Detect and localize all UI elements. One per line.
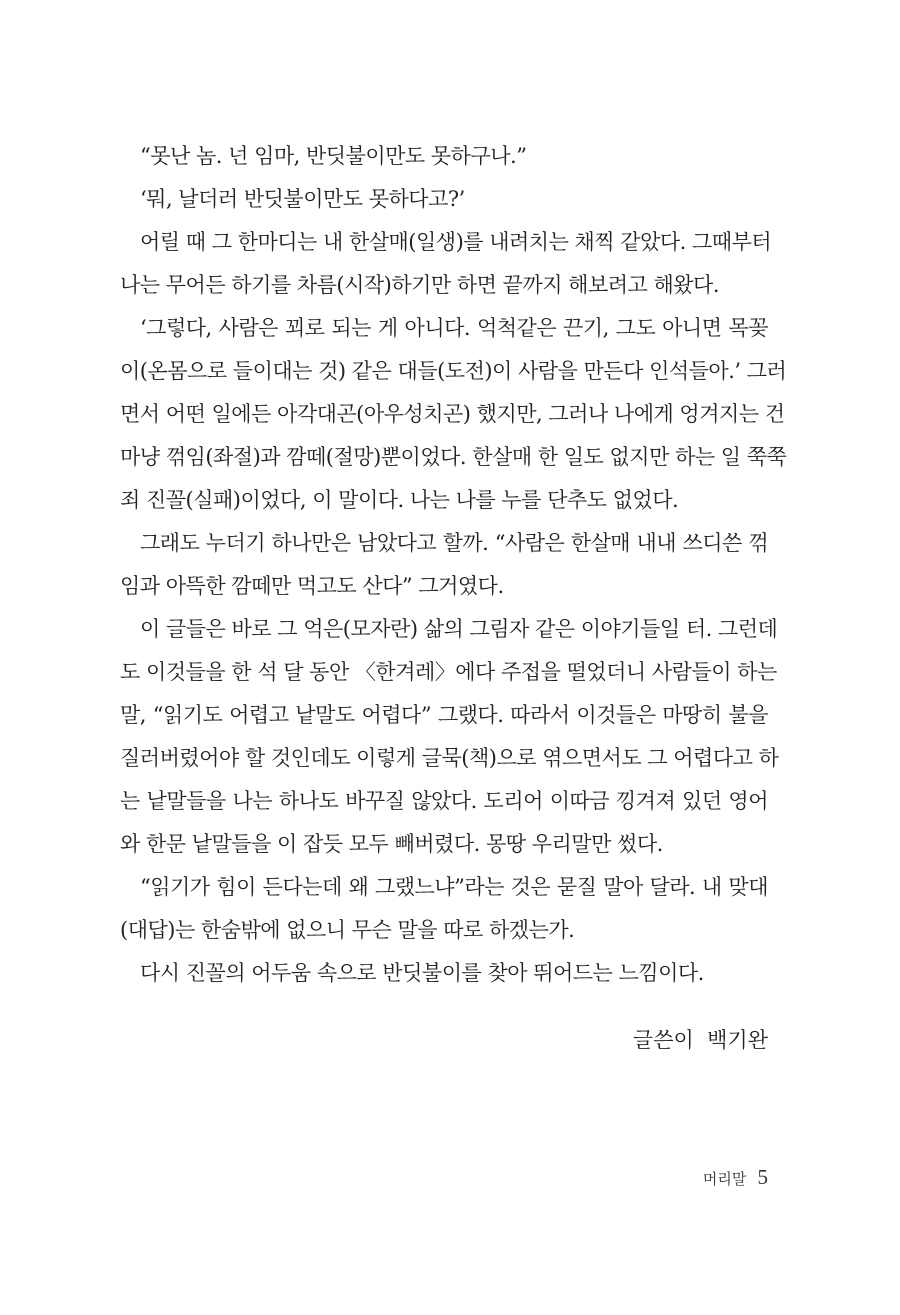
- text-line: 와 한문 낱말들을 이 잡듯 모두 빼버렸다. 몽땅 우리말만 썼다.: [120, 832, 663, 856]
- text-line: 말, “읽기도 어렵고 낱말도 어렵다” 그랬다. 따라서 이것들은 마땅히 불을: [120, 703, 768, 727]
- text-line: 질러버렸어야 할 것인데도 이렇게 글묵(책)으로 엮으면서도 그 어렵다고 하: [120, 746, 779, 770]
- text-line: ‘뭐, 날더러 반딧불이만도 못하다고?’: [140, 187, 465, 211]
- text-line: 이 글들은 바로 그 억은(모자란) 삶의 그림자 같은 이야기들일 터. 그런데: [140, 617, 778, 641]
- text-line: “읽기가 힘이 든다는데 왜 그랬느냐”라는 것은 묻질 말아 달라. 내 맞대: [140, 875, 768, 899]
- text-line: 어릴 때 그 한마디는 내 한살매(일생)를 내려치는 채찍 같았다. 그때부터: [140, 230, 772, 254]
- page-footer: [703, 1166, 768, 1190]
- text-line: “못난 놈. 넌 임마, 반딧불이만도 못하구나.”: [140, 144, 527, 168]
- text-line: ‘그렇다, 사람은 꾀로 되는 게 아니다. 억척같은 끈기, 그도 아니면 목꽂: [140, 316, 768, 340]
- page-number: 5: [757, 1165, 768, 1189]
- author-signature: 글쓴이 백기완: [632, 1028, 768, 1052]
- text-line: 임과 아뜩한 깜떼만 먹고도 산다” 그거였다.: [120, 574, 504, 598]
- text-line: 는 낱말들을 나는 하나도 바꾸질 않았다. 도리어 이따금 낑겨져 있던 영어: [120, 789, 768, 813]
- text-line: 이(온몸으로 들이대는 것) 같은 대들(도전)이 사람을 만든다 인석들아.’ 그러: [120, 359, 787, 383]
- text-line: (대답)는 한숨밖에 없으니 무슨 말을 따로 하겠는가.: [120, 918, 575, 942]
- text-line: 면서 어떤 일에든 아각대곤(아우성치곤) 했지만, 그러나 나에게 엉겨지는 건: [120, 402, 785, 426]
- text-line: 도 이것들을 한 석 달 동안 〈한겨레〉에다 주접을 떨었더니 사람들이 하는: [120, 660, 777, 684]
- text-line: 다시 진꼴의 어두움 속으로 반딧불이를 찾아 뛰어드는 느낌이다.: [140, 961, 704, 985]
- text-line: 그래도 누더기 하나만은 남았다고 할까. “사람은 한살매 내내 쓰디쓴 꺾: [140, 531, 768, 555]
- text-line: 나는 무어든 하기를 차름(시작)하기만 하면 끝까지 해보려고 해왔다.: [120, 273, 720, 297]
- text-line: 마냥 꺾임(좌절)과 깜떼(절망)뿐이었다. 한살매 한 일도 없지만 하는 일 쭉쭉: [120, 445, 787, 469]
- text-line: 죄 진꼴(실패)이었다, 이 말이다. 나는 나를 누를 단추도 없었다.: [120, 488, 679, 512]
- section-label: 머리말: [702, 1170, 747, 1188]
